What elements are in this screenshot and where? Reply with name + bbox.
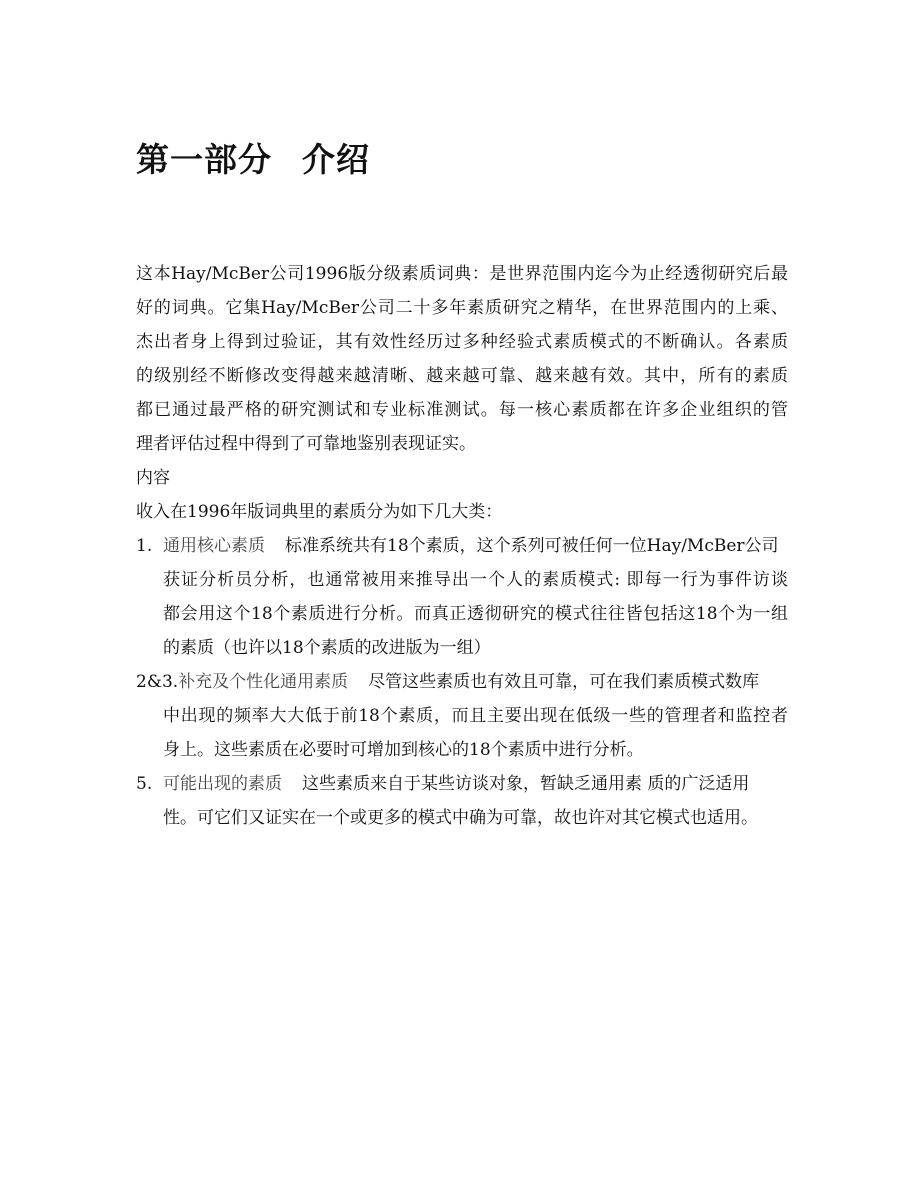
category-line: 中出现的频率大大低于前18个素质，而且主要出现在低级一些的管理者和监控者 [163,706,788,726]
intro-line: 杰出者身上得到过验证，其有效性经历过多种经验式素质模式的不断确认。各素质 [136,332,788,352]
intro-line: 这本Hay/McBer公司1996版分级素质词典：是世界范围内迄今为止经透彻研究后最 [136,264,788,284]
category-term: 通用核心素质 [163,536,265,556]
intro-line: 好的词典。它集Hay/McBer公司二十多年素质研究之精华，在世界范围内的上乘、 [136,298,788,318]
category-line: 都会用这个18个素质进行分析。而真正透彻研究的模式往往皆包括这18个为一组 [163,604,788,624]
intro-paragraph [136,257,788,461]
category-line: 身上。这些素质在必要时可增加到核心的18个素质中进行分析。 [163,740,644,760]
category-term: 补充及个性化通用素质 [178,672,349,692]
categories-intro: 收入在1996年版词典里的素质分为如下几大类： [136,502,503,522]
category-text: 这些素质来自于某些访谈对象，暂缺乏通用素 质的广泛适用 [302,774,750,794]
title-part: 第一部分 [136,140,272,179]
intro-line: 的级别经不断修改变得越来越清晰、越来越可靠、越来越有效。其中，所有的素质 [136,366,788,386]
contents-label: 内容 [136,468,170,488]
title-name: 介绍 [302,140,370,179]
intro-line: 理者评估过程中得到了可靠地鉴别表现证实。 [136,434,476,454]
category-item-5 [136,767,788,835]
category-line: 性。可它们又证实在一个或更多的模式中确为可靠，故也许对其它模式也适用。 [163,808,758,828]
category-text: 标准系统共有18个素质，这个系列可被任何一位Hay/McBer公司 [285,536,779,556]
category-term: 可能出现的素质 [163,774,282,794]
category-item-2-3 [136,665,788,767]
list-marker: 2&3. [136,672,179,692]
category-line: 的素质（也许以18个素质的改进版为一组） [163,638,491,658]
document-body [136,257,788,835]
list-marker: 5. [136,774,153,794]
page-title [136,134,370,181]
category-text: 尽管这些素质也有效且可靠，可在我们素质模式数库 [368,672,760,692]
intro-line: 都已通过最严格的研究测试和专业标准测试。每一核心素质都在许多企业组织的管 [136,400,788,420]
category-line: 获证分析员分析，也通常被用来推导出一个人的素质模式: 即每一行为事件访谈 [163,570,788,590]
category-item-1 [136,529,788,665]
list-marker: 1. [136,536,153,556]
